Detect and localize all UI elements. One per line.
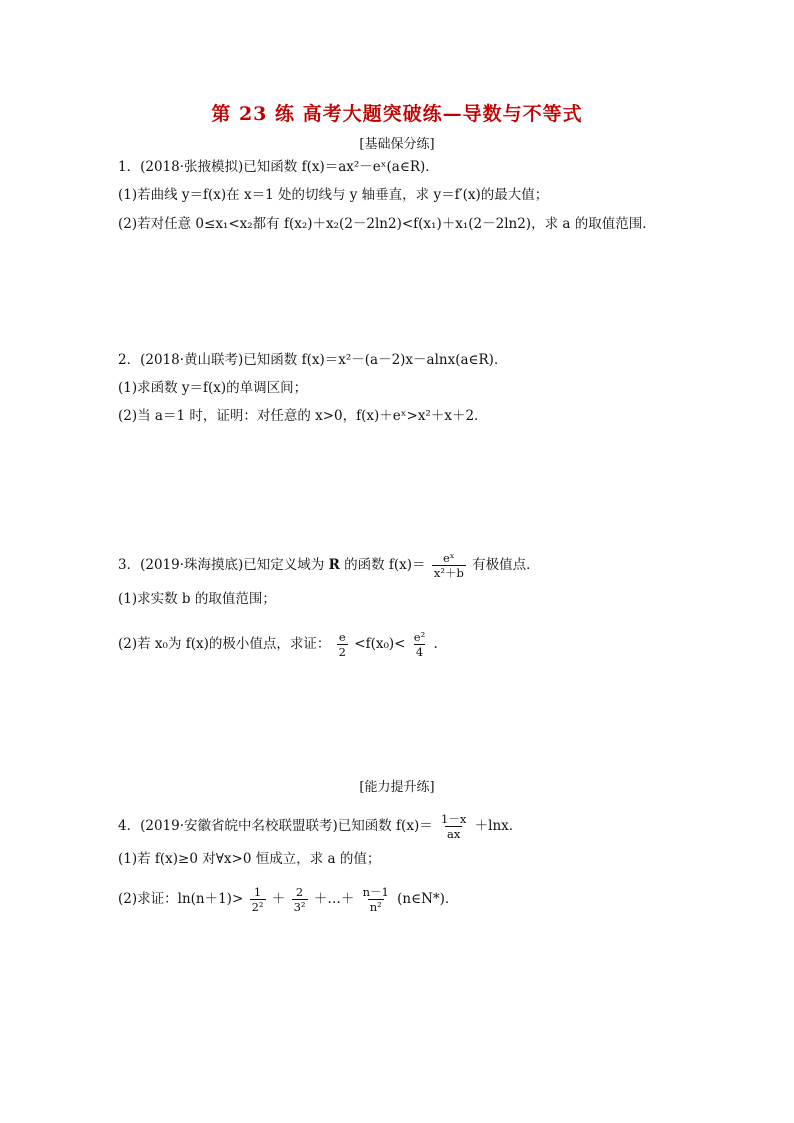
fraction-denominator: 2 xyxy=(338,645,346,659)
problem-4-intro xyxy=(118,812,522,841)
problem-3-fraction xyxy=(432,551,466,580)
problem-3-part-2-text: (2)若 x₀为 f(x)的极小值点，求证： xyxy=(118,636,331,652)
fraction-numerator: e xyxy=(338,630,346,644)
ellipsis-plus: ＋…＋ xyxy=(313,891,355,907)
problem-2-part-1: (1)求函数 y＝f(x)的单调区间； xyxy=(118,380,308,396)
real-set-symbol: R xyxy=(328,557,340,573)
problem-4-part-2 xyxy=(118,885,458,914)
problem-3-part-2 xyxy=(118,630,438,659)
problem-2-intro-text: 2．(2018·黄山联考)已知函数 xyxy=(118,352,298,368)
problem-4-part-2-text: (2)求证：ln(n＋1)> xyxy=(118,891,244,907)
problem-3-intro-suffix: 有极值点． xyxy=(472,557,540,573)
problem-4-fraction xyxy=(439,812,468,841)
period: . xyxy=(433,636,438,652)
problem-1-part-1: (1)若曲线 y＝f(x)在 x＝1 处的切线与 y 轴垂直，求 y＝f′(x)的最大值； xyxy=(118,187,549,203)
fraction-denominator: x²＋b xyxy=(433,566,464,580)
problem-1-formula: f(x)＝ax²－eˣ(a∈R)． xyxy=(301,159,439,175)
problem-3-intro-text: 3．(2019·珠海摸底)已知定义域为 xyxy=(118,557,325,573)
fraction-denominator: 4 xyxy=(415,645,424,659)
problem-1-part-2: (2)若对任意 0≤x₁<x₂都有 f(x₂)＋x₂(2－2ln2)<f(x₁)＋x₁(2－2ln2)，求 a 的取值范围． xyxy=(118,216,656,232)
domain-condition: (n∈N*)． xyxy=(397,891,459,907)
plus-sign: ＋ xyxy=(271,891,286,907)
fraction-denominator: 2² xyxy=(251,900,264,914)
fraction-denominator: ax xyxy=(447,827,461,841)
fraction-e-over-2 xyxy=(337,630,348,659)
fraction-e2-over-4 xyxy=(412,630,427,659)
inequality-middle: <f(x₀)< xyxy=(354,636,406,652)
page-title: 第 23 练 高考大题突破练—导数与不等式 xyxy=(211,103,583,125)
section-basic: [基础保分练] xyxy=(359,137,435,152)
fraction-denominator: 3² xyxy=(293,900,306,914)
problem-1-intro-text: 1．(2018·张掖模拟)已知函数 xyxy=(118,159,298,175)
fraction-numerator: n－1 xyxy=(362,885,389,899)
fraction-numerator: e² xyxy=(413,630,426,644)
fraction-numerator: 1 xyxy=(253,885,262,899)
problem-4-part-1: (1)若 f(x)≥0 对∀x>0 恒成立，求 a 的值； xyxy=(118,851,381,867)
problem-2-intro xyxy=(118,351,507,369)
problem-4-intro-suffix: ＋lnx． xyxy=(474,818,523,834)
problem-2-part-2: (2)当 a＝1 时，证明：对任意的 x>0，f(x)＋eˣ>x²＋x＋2． xyxy=(118,408,488,424)
section-advanced: [能力提升练] xyxy=(359,780,435,795)
problem-3-part-1: (1)求实数 b 的取值范围； xyxy=(118,591,276,607)
fraction-numerator: 1－x xyxy=(441,812,467,826)
problem-3-intro xyxy=(118,551,540,580)
fraction-numerator: eˣ xyxy=(442,551,455,565)
series-term-1 xyxy=(250,885,266,914)
problem-1-intro xyxy=(118,158,439,176)
problem-2-formula: f(x)＝x²－(a－2)x－alnx(a∈R)． xyxy=(301,352,508,368)
series-term-n xyxy=(361,885,391,914)
problem-4-intro-text: 4．(2019·安徽省皖中名校联盟联考)已知函数 f(x)＝ xyxy=(118,818,433,834)
fraction-numerator: 2 xyxy=(295,885,304,899)
series-term-2 xyxy=(292,885,308,914)
fraction-denominator: n² xyxy=(369,900,382,914)
problem-3-intro-mid: 的函数 f(x)＝ xyxy=(344,557,426,573)
